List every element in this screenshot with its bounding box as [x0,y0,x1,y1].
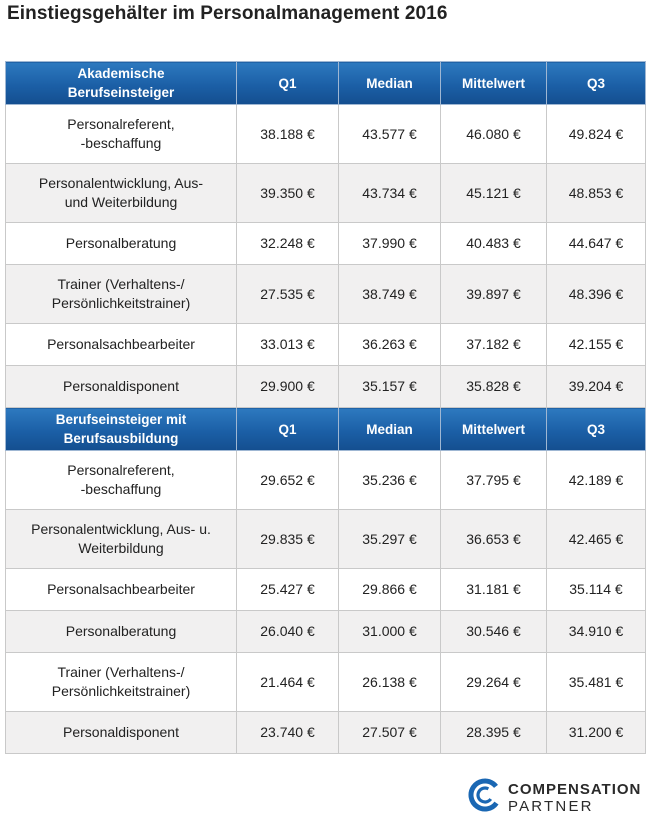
value-cell-q3: 49.824 € [547,105,646,164]
row-label [6,265,237,324]
value-cell-mittelwert: 30.546 € [441,611,547,653]
row-label-line: Personalreferent, [67,116,175,132]
section-title-line: Akademische [77,66,165,81]
value-cell-q3: 35.481 € [547,653,646,712]
table-row [6,223,646,265]
row-label [6,712,237,754]
column-header-q1: Q1 [237,62,339,105]
table-row [6,712,646,754]
row-label-line: Personalsachbearbeiter [47,581,195,597]
row-label [6,105,237,164]
section-title-line: Berufsausbildung [63,431,179,446]
table-row [6,510,646,569]
row-label-line: Trainer (Verhaltens-/ [57,276,185,292]
value-cell-q1: 32.248 € [237,223,339,265]
section-header-row [6,62,646,105]
value-cell-mittelwert: 46.080 € [441,105,547,164]
value-cell-q1: 29.900 € [237,366,339,408]
row-label-line: Personaldisponent [63,724,179,740]
value-cell-q3: 31.200 € [547,712,646,754]
value-cell-median: 43.734 € [339,164,441,223]
value-cell-mittelwert: 37.182 € [441,324,547,366]
value-cell-q3: 44.647 € [547,223,646,265]
column-header-mittelwert: Mittelwert [441,408,547,451]
value-cell-q1: 39.350 € [237,164,339,223]
value-cell-median: 35.157 € [339,366,441,408]
value-cell-q1: 33.013 € [237,324,339,366]
value-cell-median: 37.990 € [339,223,441,265]
value-cell-q3: 42.155 € [547,324,646,366]
value-cell-q3: 42.189 € [547,451,646,510]
row-label-line: Personalentwicklung, Aus- u. [31,521,211,537]
value-cell-q1: 38.188 € [237,105,339,164]
value-cell-q3: 39.204 € [547,366,646,408]
section-title-line: Berufseinsteiger mit [55,412,187,427]
value-cell-q1: 29.652 € [237,451,339,510]
section-title-line: Berufseinsteiger [67,85,175,100]
value-cell-q1: 23.740 € [237,712,339,754]
table-row [6,569,646,611]
value-cell-mittelwert: 35.828 € [441,366,547,408]
value-cell-q1: 25.427 € [237,569,339,611]
row-label [6,223,237,265]
value-cell-mittelwert: 37.795 € [441,451,547,510]
value-cell-median: 35.297 € [339,510,441,569]
value-cell-median: 29.866 € [339,569,441,611]
cp-logo-icon [468,778,502,812]
table-row [6,324,646,366]
column-header-median: Median [339,62,441,105]
table-row [6,611,646,653]
value-cell-mittelwert: 31.181 € [441,569,547,611]
value-cell-q3: 35.114 € [547,569,646,611]
row-label-line: Personalberatung [65,235,177,251]
column-header-q1: Q1 [237,408,339,451]
row-label-line: Personalberatung [65,623,177,639]
table-row [6,653,646,712]
logo-text-partner: PARTNER [508,798,594,815]
row-label-line: Personaldisponent [63,378,179,394]
value-cell-q3: 48.853 € [547,164,646,223]
value-cell-median: 38.749 € [339,265,441,324]
logo-text-compensation: COMPENSATION [508,781,642,798]
section-title [6,62,237,105]
row-label-line: Trainer (Verhaltens-/ [57,664,185,680]
value-cell-q3: 42.465 € [547,510,646,569]
page-title: Einstiegsgehälter im Personalmanagement 2016 [7,3,448,24]
column-header-q3: Q3 [547,408,646,451]
value-cell-q1: 27.535 € [237,265,339,324]
column-header-median: Median [339,408,441,451]
row-label-line: -beschaffung [80,135,162,151]
row-label-line: Personalsachbearbeiter [47,336,195,352]
value-cell-mittelwert: 40.483 € [441,223,547,265]
table-row [6,451,646,510]
table-row [6,265,646,324]
row-label [6,324,237,366]
value-cell-median: 36.263 € [339,324,441,366]
row-label-line: Persönlichkeitstrainer) [51,295,191,311]
section-header-row [6,408,646,451]
salary-table [5,61,646,754]
value-cell-mittelwert: 29.264 € [441,653,547,712]
compensation-partner-logo [468,778,648,818]
value-cell-median: 35.236 € [339,451,441,510]
row-label [6,164,237,223]
section-title [6,408,237,451]
column-header-mittelwert: Mittelwert [441,62,547,105]
row-label [6,451,237,510]
row-label-line: und Weiterbildung [64,194,178,210]
value-cell-median: 26.138 € [339,653,441,712]
row-label-line: Persönlichkeitstrainer) [51,683,191,699]
row-label [6,611,237,653]
row-label-line: Personalentwicklung, Aus- [38,175,204,191]
row-label [6,510,237,569]
value-cell-q3: 34.910 € [547,611,646,653]
table-row [6,164,646,223]
table-row [6,366,646,408]
row-label [6,366,237,408]
value-cell-q3: 48.396 € [547,265,646,324]
table-row [6,105,646,164]
value-cell-median: 31.000 € [339,611,441,653]
row-label-line: Weiterbildung [78,540,164,556]
value-cell-mittelwert: 36.653 € [441,510,547,569]
value-cell-mittelwert: 39.897 € [441,265,547,324]
value-cell-mittelwert: 45.121 € [441,164,547,223]
value-cell-q1: 21.464 € [237,653,339,712]
value-cell-median: 43.577 € [339,105,441,164]
value-cell-median: 27.507 € [339,712,441,754]
row-label-line: Personalreferent, [67,462,175,478]
row-label [6,653,237,712]
value-cell-mittelwert: 28.395 € [441,712,547,754]
column-header-q3: Q3 [547,62,646,105]
row-label [6,569,237,611]
value-cell-q1: 26.040 € [237,611,339,653]
row-label-line: -beschaffung [80,481,162,497]
value-cell-q1: 29.835 € [237,510,339,569]
